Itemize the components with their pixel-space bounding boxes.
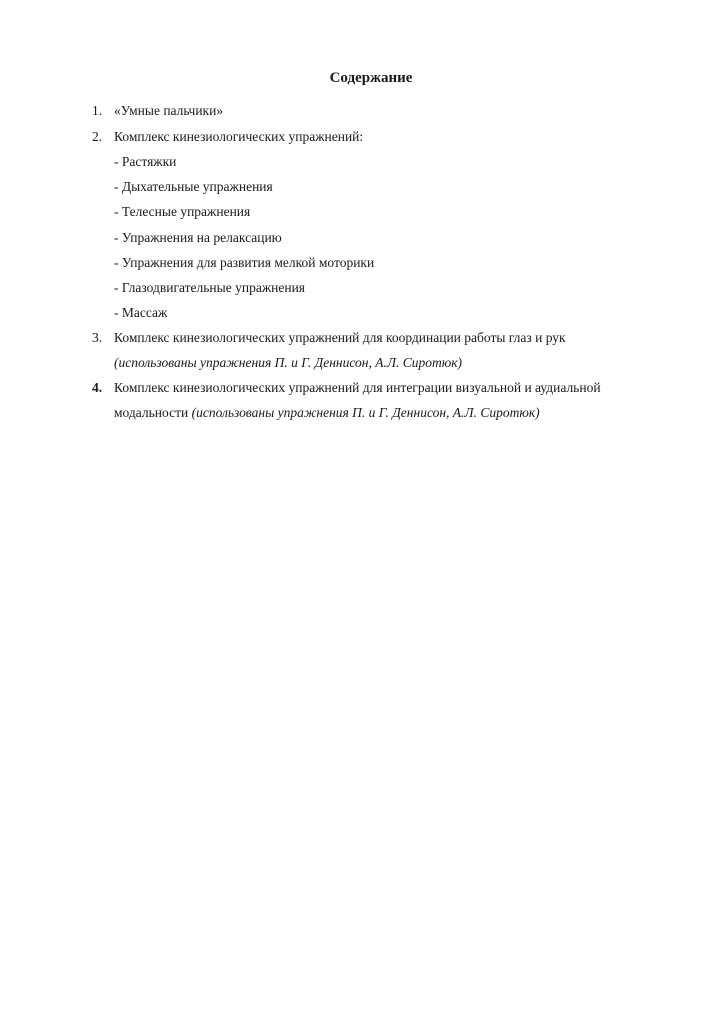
item-text-cont: модальности bbox=[114, 405, 189, 420]
item-text: Комплекс кинезиологических упражнений для интеграции визуальной и аудиальной bbox=[114, 380, 601, 395]
item-number: 2. bbox=[92, 129, 103, 144]
item-number: 3. bbox=[92, 330, 103, 345]
item-text: Комплекс кинезиологических упражнений для координации работы глаз и рук bbox=[114, 330, 566, 345]
item-note: (использованы упражнения П. и Г. Деннисон, А.Л. Сиротюк) bbox=[191, 405, 540, 420]
item-text: Комплекс кинезиологических упражнений: bbox=[114, 129, 364, 144]
subitem: - Телесные упражнения bbox=[114, 204, 251, 219]
item-number: 4. bbox=[92, 380, 103, 395]
subitem: - Упражнения для развития мелкой моторики bbox=[114, 255, 375, 270]
subitem: - Дыхательные упражнения bbox=[114, 179, 273, 194]
page-title: Содержание bbox=[329, 70, 413, 86]
subitem: - Массаж bbox=[114, 305, 168, 320]
subitem: - Растяжки bbox=[114, 154, 177, 169]
subitem: - Упражнения на релаксацию bbox=[114, 230, 282, 245]
item-text: «Умные пальчики» bbox=[114, 103, 224, 118]
item-text-continued bbox=[114, 405, 540, 421]
item-number: 1. bbox=[92, 103, 103, 118]
subitem: - Глазодвигательные упражнения bbox=[114, 280, 306, 295]
item-note: (использованы упражнения П. и Г. Деннисон, А.Л. Сиротюк) bbox=[114, 355, 463, 370]
